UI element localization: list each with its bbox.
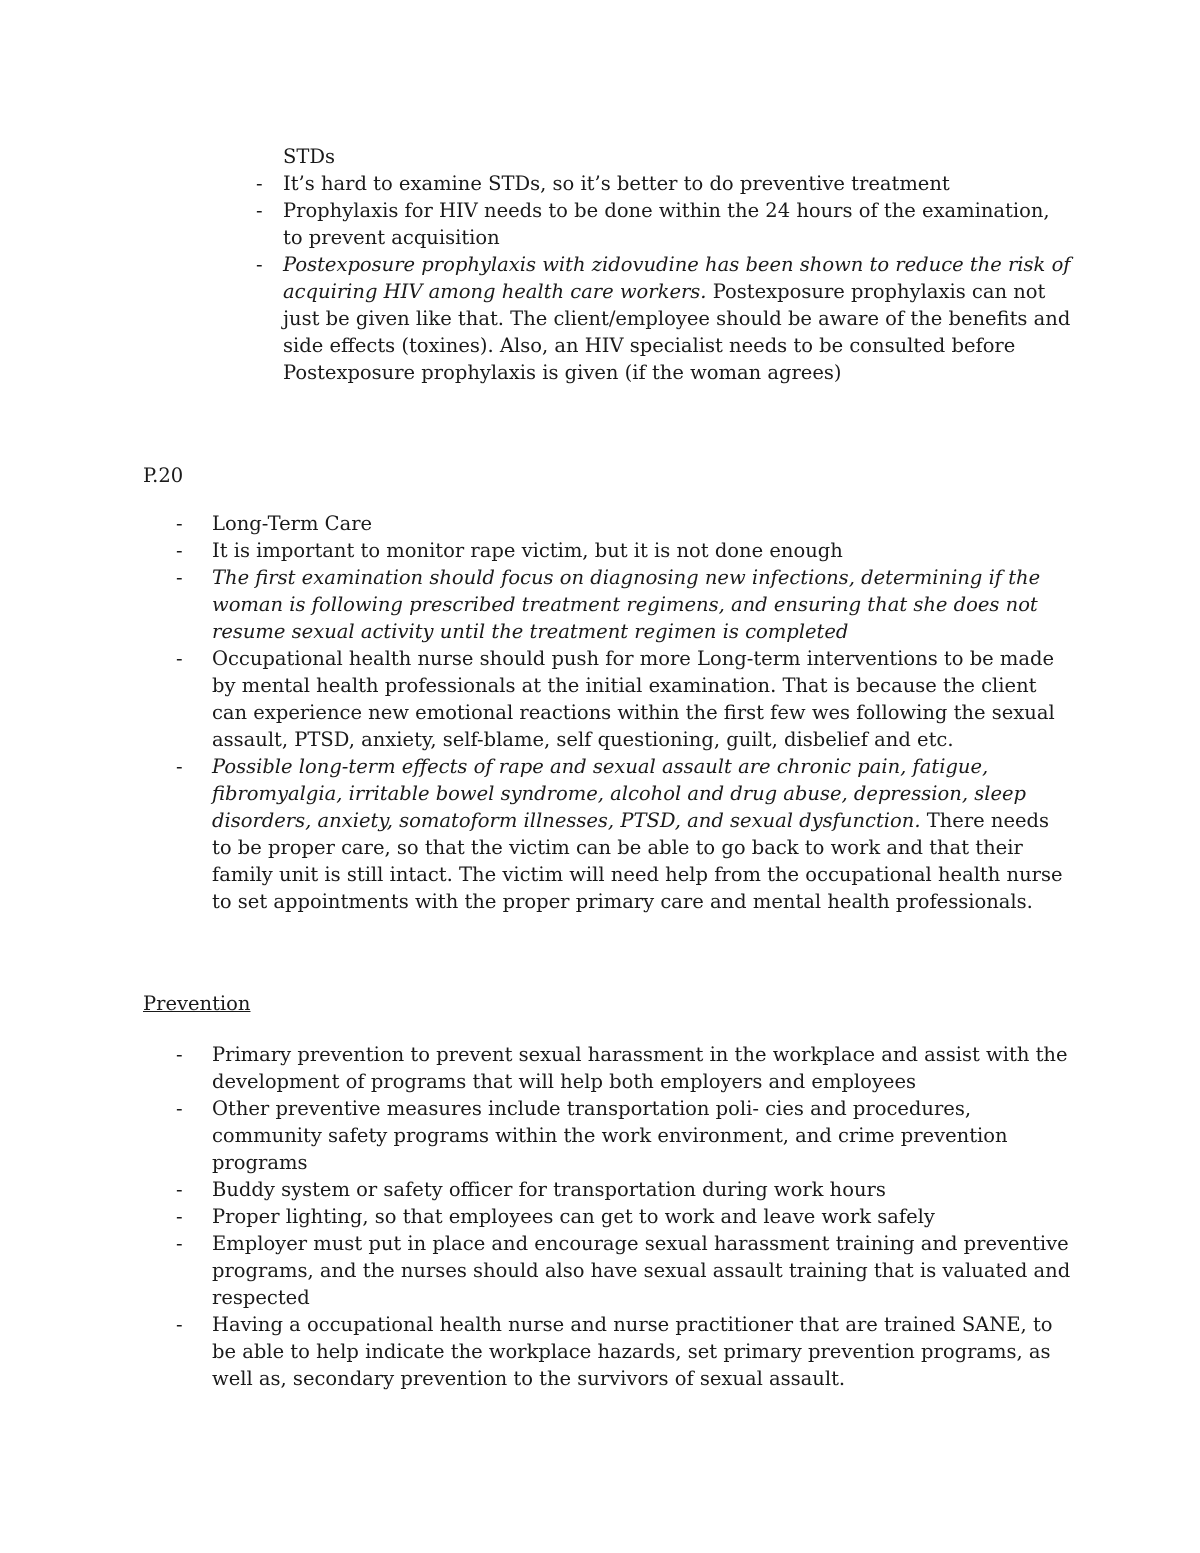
- list-item: [256, 197, 1073, 251]
- dash-bullet: -: [176, 1232, 183, 1255]
- long-term-care-list: [176, 510, 1072, 915]
- dash-bullet: -: [176, 1097, 183, 1120]
- list-item-text: Having a occupational health nurse and nurse practitioner that are trained SANE, to be able to help indicate the workplace hazards, set primary prevention programs, as well as, secondary prevention to the survivors of sexual assault.: [212, 1313, 1053, 1390]
- dash-bullet: -: [176, 1205, 183, 1228]
- dash-bullet: -: [176, 1178, 183, 1201]
- list-item: [176, 1203, 1072, 1230]
- list-item: [256, 170, 1073, 197]
- list-item-text: It’s hard to examine STDs, so it’s better to do preventive treatment: [283, 172, 950, 195]
- list-item-text: Occupational health nurse should push for more Long-term interventions to be made by mental health professionals at the initial examination. That is because the client can experience new emotional reactions within the first few wes following the sexual assault, PTSD, anxiety, self-blame, self questioning, guilt, disbelief and etc.: [212, 647, 1055, 751]
- dash-bullet: -: [176, 539, 183, 562]
- list-item-text: Proper lighting, so that employees can get to work and leave work safely: [212, 1205, 935, 1228]
- list-item-text: It is important to monitor rape victim, but it is not done enough: [212, 539, 843, 562]
- dash-bullet: -: [176, 647, 183, 670]
- list-item-text: Other preventive measures include transportation poli- cies and procedures, community safety programs within the work environment, and crime prevention programs: [212, 1097, 1008, 1174]
- dash-bullet: -: [256, 253, 263, 276]
- list-item: [176, 1095, 1072, 1176]
- list-item-quote: Postexposure prophylaxis with zidovudine has been shown to reduce the risk of acquiring HIV among health care workers.: [283, 253, 1071, 303]
- dash-bullet: -: [256, 199, 263, 222]
- list-item-quote: The first examination should focus on diagnosing new infections, determining if the woman is following prescribed treatment regimens, and ensuring that she does not resume sexual activity until the treatment regimen is completed: [212, 566, 1041, 643]
- list-item-text: Employer must put in place and encourage sexual harassment training and preventive programs, and the nurses should also have sexual assault training that is valuated and respected: [212, 1232, 1071, 1309]
- list-item: [176, 1230, 1072, 1311]
- prevention-heading: Prevention: [143, 992, 251, 1015]
- list-item-text: Prophylaxis for HIV needs to be done within the 24 hours of the examination, to prevent acquisition: [283, 199, 1050, 249]
- list-item-quote: Possible long-term effects of rape and sexual assault are chronic pain, fatigue, fibromyalgia, irritable bowel syndrome, alcohol and drug abuse, depression, sleep disorders, anxiety, somatoform illnesses, PTSD, and sexual dysfunction.: [212, 755, 1027, 832]
- page-reference-heading: P.20: [143, 464, 184, 487]
- list-item-text: Buddy system or safety officer for transportation during work hours: [212, 1178, 886, 1201]
- list-item: [256, 251, 1073, 386]
- list-item: [176, 1311, 1072, 1392]
- list-item: [176, 645, 1072, 753]
- dash-bullet: -: [176, 512, 183, 535]
- dash-bullet: -: [176, 566, 183, 589]
- list-item: [176, 564, 1072, 645]
- stds-list: [256, 170, 1073, 386]
- list-item-text: Primary prevention to prevent sexual harassment in the workplace and assist with the development of programs that will help both employers and employees: [212, 1043, 1068, 1093]
- list-item: [176, 1041, 1072, 1095]
- dash-bullet: -: [256, 172, 263, 195]
- prevention-list: [176, 1041, 1072, 1392]
- list-item: [176, 753, 1072, 915]
- stds-heading: STDs: [283, 145, 336, 168]
- dash-bullet: -: [176, 1043, 183, 1066]
- dash-bullet: -: [176, 755, 183, 778]
- list-item-text: Long-Term Care: [212, 512, 373, 535]
- list-item: [176, 1176, 1072, 1203]
- list-item: [176, 510, 1072, 537]
- dash-bullet: -: [176, 1313, 183, 1336]
- list-item-text: Postexposure prophylaxis can not just be given like that. The client/employee should be aware of the benefits and side effects (toxines). Also, an HIV specialist needs to be consulted before Postexposure prophylaxis is given (if the woman agrees): [283, 280, 1071, 384]
- list-item-text: There needs to be proper care, so that the victim can be able to go back to work and that their family unit is still intact. The victim will need help from the occupational health nurse to set appointments with the proper primary care and mental health professionals.: [212, 809, 1063, 913]
- list-item: [176, 537, 1072, 564]
